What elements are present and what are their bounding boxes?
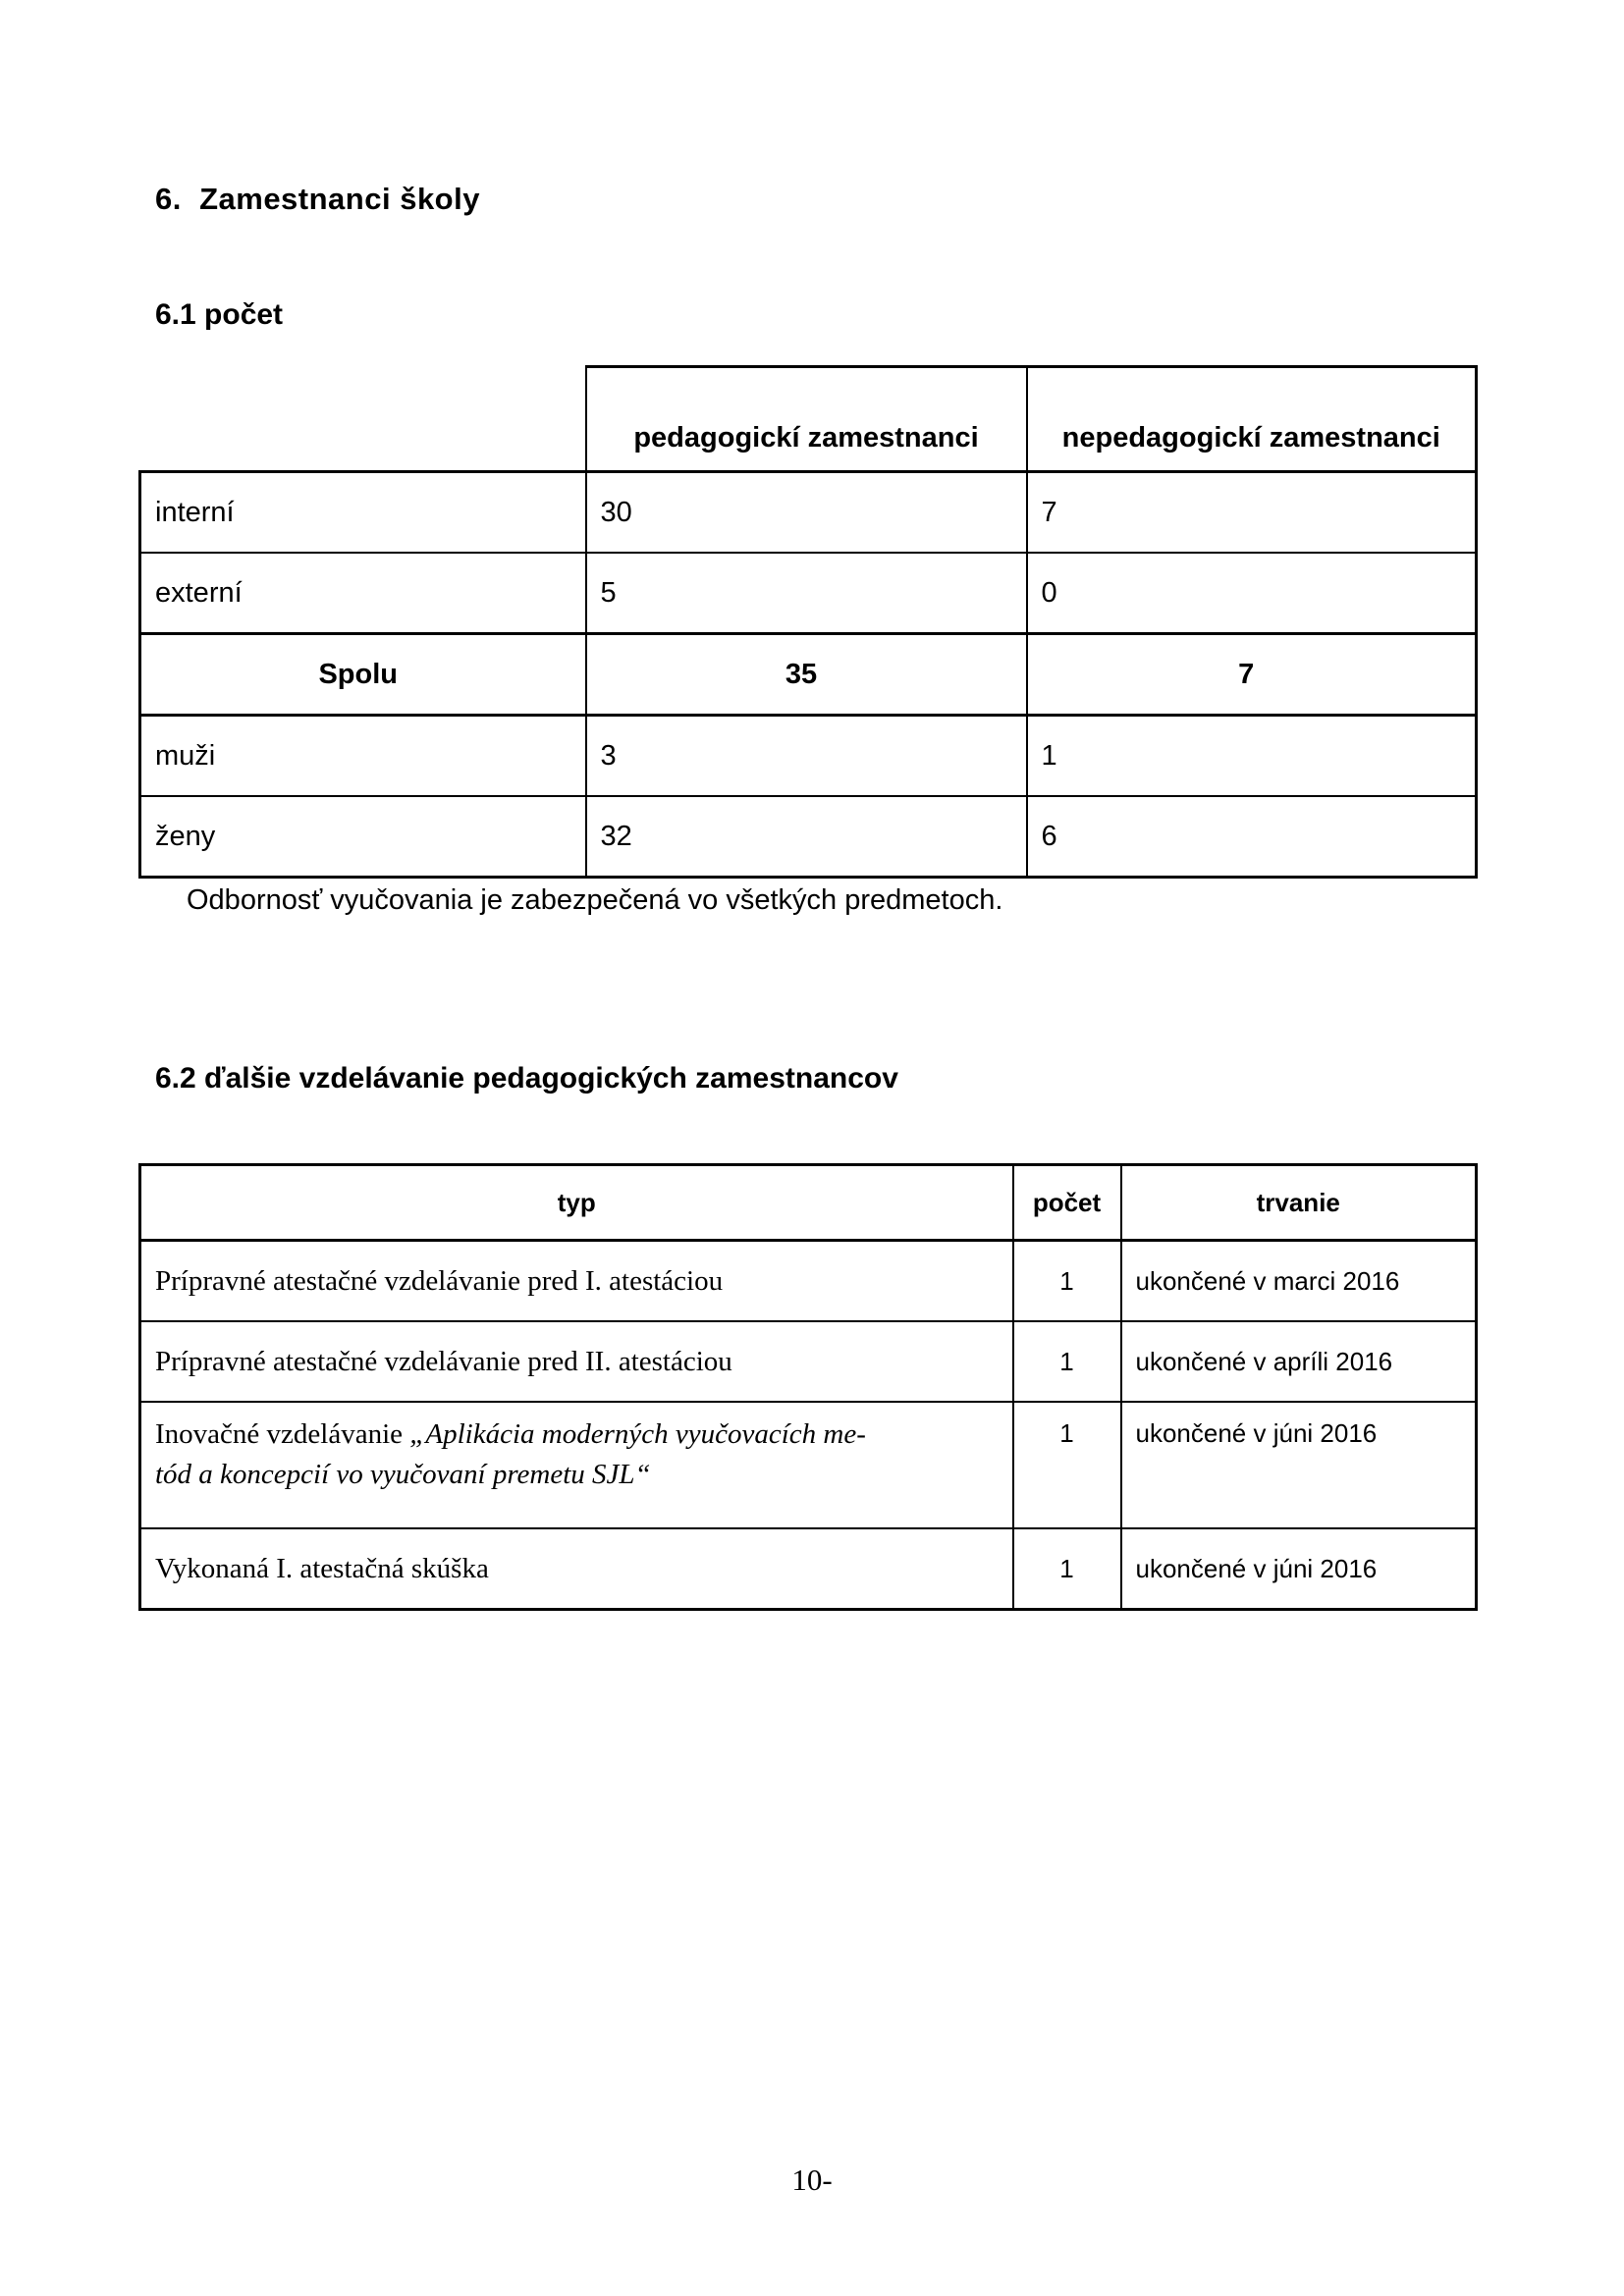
education-type-italic-line1: „Aplikácia moderných vyučovacích me-: [409, 1418, 866, 1450]
education-type-cell: Vykonaná I. atestačná skúška: [140, 1528, 1013, 1610]
subsection-heading-6-1: 6.1 počet: [155, 298, 284, 331]
count-cell: 1: [1027, 716, 1477, 797]
column-header-pedagogicki: pedagogickí zamestnanci: [586, 367, 1027, 472]
row-label-cell: ženy: [140, 796, 586, 878]
count-cell: 7: [1027, 634, 1477, 716]
table-row-spolu: [140, 634, 1477, 716]
duration-cell: ukončené v júni 2016: [1121, 1528, 1477, 1610]
section-heading: 6. Zamestnanci školy: [155, 182, 480, 216]
count-cell: 35: [586, 634, 1027, 716]
duration-cell: ukončené v apríli 2016: [1121, 1321, 1477, 1402]
table-row-zeny: [140, 796, 1477, 878]
education-type-cell: Prípravné atestačné vzdelávanie pred II. atestáciou: [140, 1321, 1013, 1402]
count-cell: 1: [1013, 1528, 1121, 1610]
row-label-cell: interní: [140, 472, 586, 554]
count-cell: 3: [586, 716, 1027, 797]
education-type-italic-line2: tód a koncepcií vo vyučovaní premetu SJL“: [155, 1458, 651, 1490]
column-header-nepedagogicki: nepedagogickí zamestnanci: [1027, 367, 1477, 472]
row-label-cell: externí: [140, 553, 586, 634]
count-cell: 5: [586, 553, 1027, 634]
education-type-cell: [140, 1402, 1013, 1528]
further-education-table: [138, 1163, 1478, 1611]
count-cell: 0: [1027, 553, 1477, 634]
count-cell: 1: [1013, 1241, 1121, 1322]
subsection-heading-6-2: 6.2 ďalšie vzdelávanie pedagogických zamestnancov: [155, 1062, 898, 1095]
count-cell: 32: [586, 796, 1027, 878]
count-cell: 1: [1013, 1402, 1121, 1528]
body-paragraph: Odbornosť vyučovania je zabezpečená vo všetkých predmetoch.: [187, 884, 1003, 916]
column-header-pocet: počet: [1013, 1165, 1121, 1241]
count-cell: 6: [1027, 796, 1477, 878]
duration-cell: ukončené v marci 2016: [1121, 1241, 1477, 1322]
staff-count-table: [138, 365, 1478, 879]
education-type-text: Inovačné vzdelávanie: [155, 1418, 410, 1450]
table-row-externi: [140, 553, 1477, 634]
column-header-typ: typ: [140, 1165, 1013, 1241]
table-header-row: [140, 367, 1477, 472]
count-cell: 7: [1027, 472, 1477, 554]
row-label-cell: muži: [140, 716, 586, 797]
table-row: [140, 1528, 1477, 1610]
column-header-trvanie: trvanie: [1121, 1165, 1477, 1241]
row-label-cell: Spolu: [140, 634, 586, 716]
table-row: [140, 1241, 1477, 1322]
table-row: [140, 1321, 1477, 1402]
table-row: [140, 1402, 1477, 1528]
count-cell: 30: [586, 472, 1027, 554]
table-row-interni: [140, 472, 1477, 554]
blank-corner-cell: [140, 367, 586, 472]
table-header-row: [140, 1165, 1477, 1241]
table-row-muzi: [140, 716, 1477, 797]
page-number: 10-: [791, 2163, 833, 2197]
education-type-cell: Prípravné atestačné vzdelávanie pred I. atestáciou: [140, 1241, 1013, 1322]
duration-cell: ukončené v júni 2016: [1121, 1402, 1477, 1528]
count-cell: 1: [1013, 1321, 1121, 1402]
